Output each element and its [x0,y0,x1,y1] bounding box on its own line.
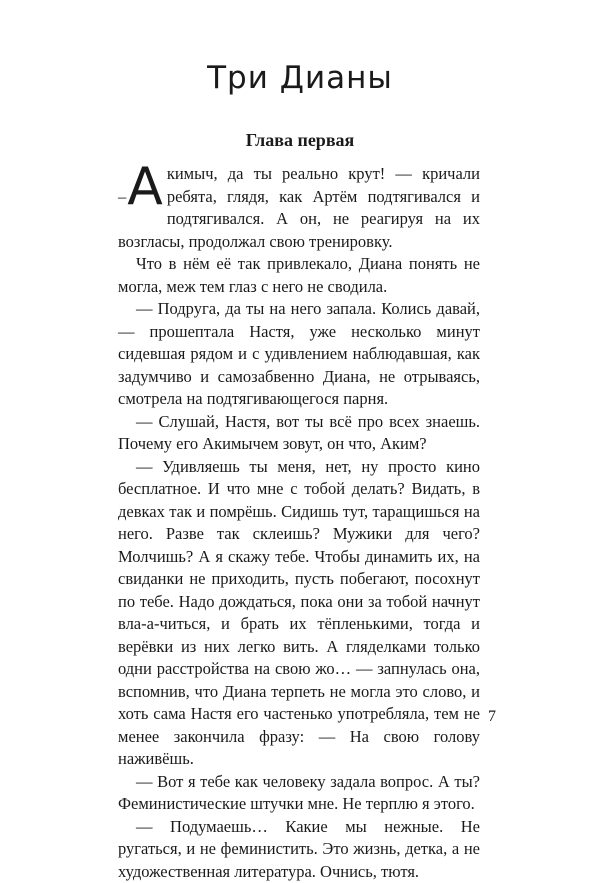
book-title: Три Дианы [0,60,600,96]
drop-cap-dash: – [118,189,126,205]
paragraph-4: — Слушай, Настя, вот ты всё про всех знаешь. Почему его Акимычем зовут, он что, Аким? [118,411,480,456]
paragraph-7: — Подумаешь… Какие мы нежные. Не ругаться, и не феминистить. Это жизнь, детка, а не художественная литература. Очнись, тютя. [118,816,480,883]
paragraph-1 [118,163,480,253]
drop-cap-letter: А [127,165,163,209]
paragraph-2: Что в нём её так привлекало, Диана понять не могла, меж тем глаз с него не сводила. [118,253,480,298]
chapter-title: Глава первая [0,130,600,151]
chapter-text [118,163,480,883]
paragraph-3: — Подруга, да ты на него запала. Колись давай, — прошептала Настя, уже несколько минут сидевшая рядом и с удивлением наблюдавшая, как задумчиво и самозабвенно Диана, не отрываясь, смотрела на подтягивающегося парня. [118,298,480,411]
paragraph-6: — Вот я тебе как человеку задала вопрос. А ты? Феминистические штучки мне. Не терплю я этого. [118,771,480,816]
paragraph-5: — Удивляешь ты меня, нет, ну просто кино бесплатное. И что мне с тобой делать? Видать, в девках так и помрёшь. Сидишь тут, таращишься на него. Разве так склеишь? Мужики для чего? Молчишь? А я скажу тебе. Чтобы динамить их, на свиданки не приходить, пусть побегают, посохнут по тебе. Надо дождаться, пока они за тобой начнут вла-а-читься, и брать их тёпленькими, тогда и верёвки из них легко вить. А гляделками только одни расстройства на свою жо… — запнулась она, вспомнив, что Диана терпеть не могла это слово, и хоть сама Настя его частенько употребляла, тем не менее закончила фразу: — На свою голову наживёшь. [118,456,480,771]
page-number: 7 [488,708,496,726]
paragraph-1-text: кимыч, да ты реально крут! — кричали ребята, глядя, как Артём подтягивался и подтягивался. А он, не реагируя на их возгласы, продолжал свою тренировку. [118,164,480,251]
